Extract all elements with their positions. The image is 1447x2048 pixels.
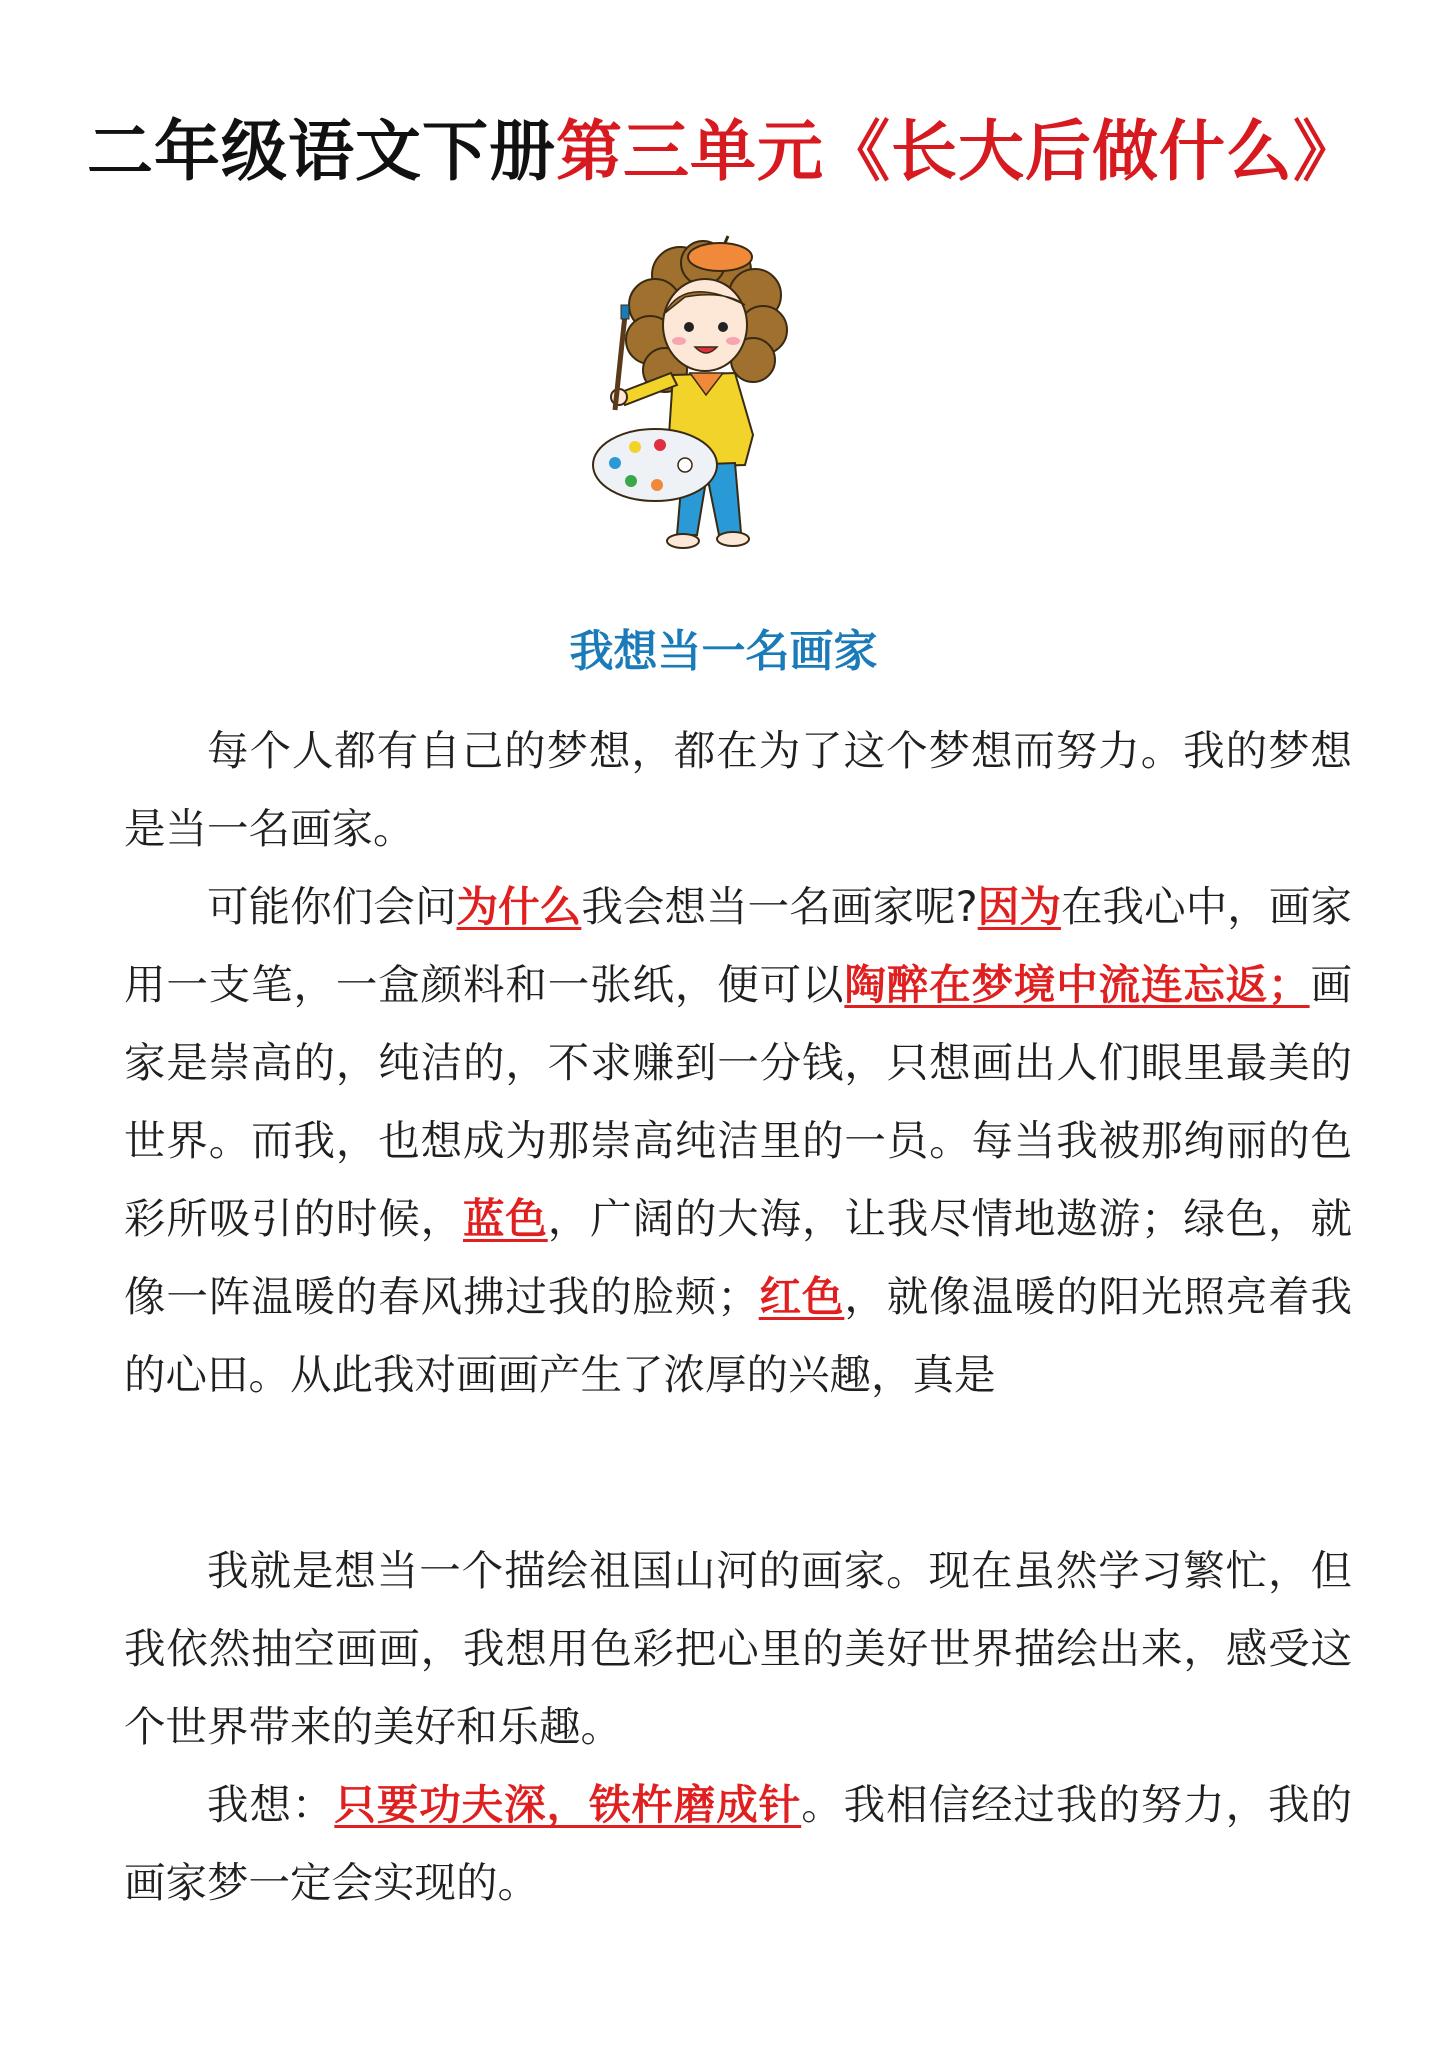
- title-grade-part: 二年级语文下册: [87, 113, 556, 190]
- paragraph-4-text: 我想：: [207, 1780, 335, 1829]
- title-unit-part: 第三单元《长大后做什么》: [556, 113, 1360, 190]
- page-title: [0, 112, 1447, 192]
- highlight-because: 因为: [977, 882, 1061, 931]
- highlight-proverb: 只要功夫深，铁杵磨成针: [334, 1780, 802, 1829]
- highlight-why: 为什么: [456, 882, 582, 931]
- paragraph-2-text: 在我心中，画家用一支笔，一盒颜料和一张纸，便可以: [124, 882, 1352, 1009]
- highlight-red: 红色: [758, 1272, 845, 1321]
- paragraph-4-text: 。我相信经过我的努力，我的画家梦一定会实现的。: [124, 1780, 1352, 1907]
- paragraph-2-text: ，广阔的大海，让我尽情地遨游；绿色，就像一阵温暖的春风拂过我的脸颊；: [124, 1194, 1352, 1321]
- paragraph-4: [124, 1766, 1352, 1922]
- paragraph-gap: [124, 1414, 1352, 1532]
- paragraph-3: 我就是想当一个描绘祖国山河的画家。现在虽然学习繁忙，但我依然抽空画画，我想用色彩把心里的美好世界描绘出来，感受这个世界带来的美好和乐趣。: [124, 1546, 1352, 1751]
- paragraph-2-text: 可能你们会问: [207, 882, 457, 931]
- paragraph-2-text: ，就像温暖的阳光照亮着我的心田。从此我对画画产生了浓厚的兴趣，真是: [124, 1272, 1352, 1399]
- paragraph-2: [124, 868, 1352, 1414]
- girl-painter-icon: [585, 235, 825, 565]
- essay-title: 我想当一名画家: [569, 626, 878, 677]
- highlight-blue: 蓝色: [463, 1194, 548, 1243]
- paragraph-2-text: 我会想当一名画家呢?: [581, 882, 978, 931]
- paragraph-1: 每个人都有自己的梦想，都在为了这个梦想而努力。我的梦想是当一名画家。: [124, 726, 1352, 853]
- paragraph-2-text: 画家是崇高的，纯洁的，不求赚到一分钱，只想画出人们眼里最美的世界。而我，也想成为那崇高纯洁里的一员。每当我被那绚丽的色彩所吸引的时候，: [124, 960, 1352, 1243]
- essay-body: [124, 712, 1352, 1922]
- highlight-phrase: 陶醉在梦境中流连忘返；: [844, 960, 1310, 1009]
